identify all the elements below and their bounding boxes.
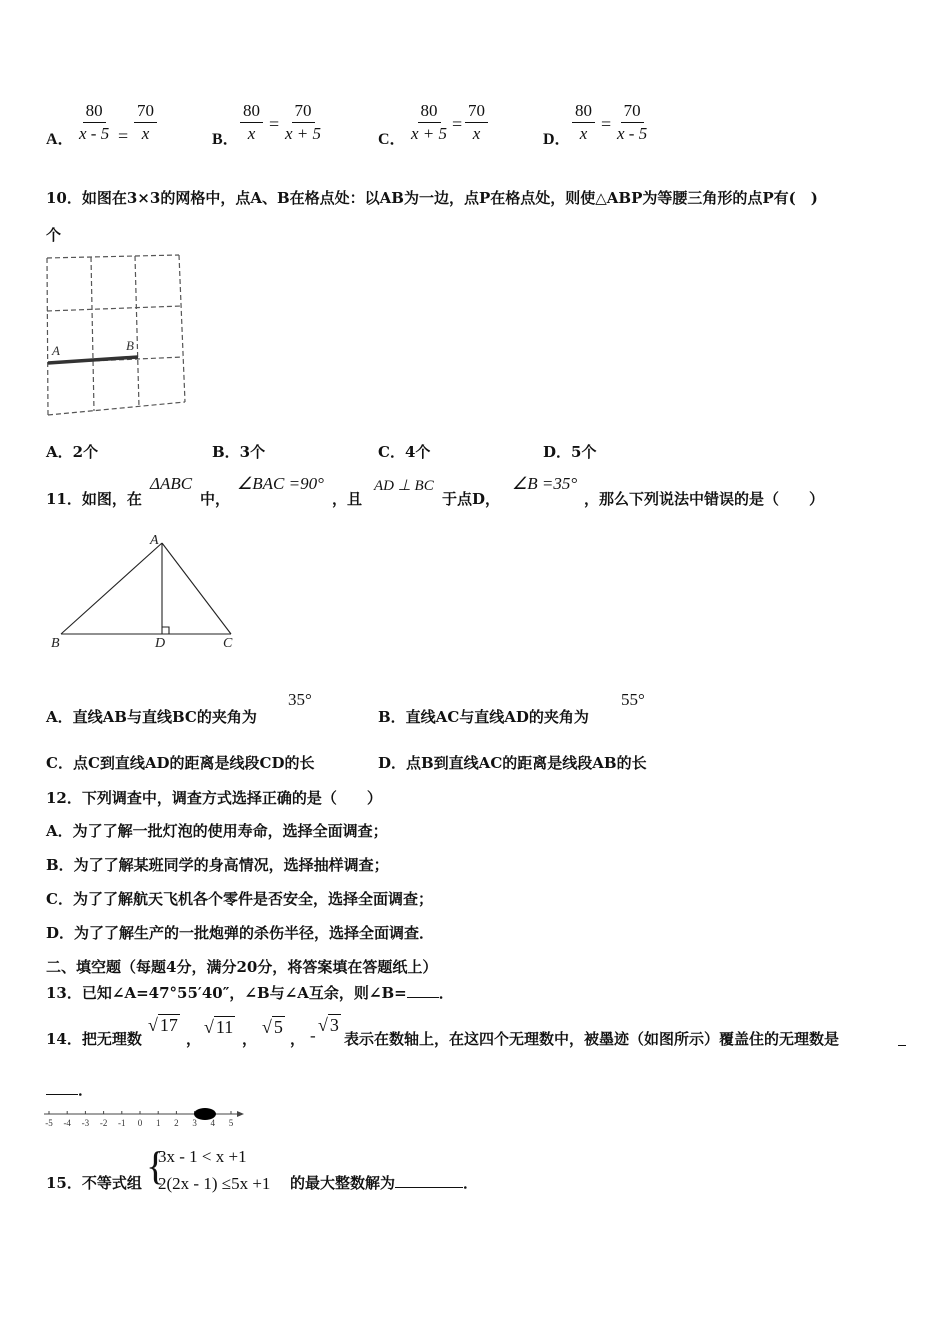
sqrt-3: √ 3: [318, 1015, 339, 1035]
answer-blank-start[interactable]: [898, 1030, 906, 1046]
grid-line: [47, 306, 181, 311]
option-letter: A．: [46, 131, 74, 148]
right-angle-mark: [162, 627, 169, 634]
option-letter: C．: [378, 131, 406, 148]
option-text: B．直线AC与直线AD的夹角为: [378, 708, 589, 726]
q10-option-c: C．4个: [378, 443, 431, 461]
denominator: x: [141, 124, 150, 143]
point-b-label: B: [126, 338, 134, 353]
vertex-b-label: B: [51, 636, 60, 651]
answer-blank[interactable]: [395, 1187, 463, 1188]
denominator: x + 5: [285, 124, 322, 143]
q13-text: 13．已知∠A=47°55′40″，∠B与∠A互余，则∠B=: [46, 984, 407, 1002]
q11-lead: 11．如图，在: [46, 490, 142, 508]
q11-text: 中，: [200, 490, 231, 508]
sqrt-11: √ 11: [204, 1017, 234, 1037]
angle-bac: ∠BAC =90°: [237, 474, 324, 493]
section-title: 二、填空题（每题4分，满分20分，将答案填在答题纸上）: [46, 958, 438, 976]
fraction: [614, 101, 650, 144]
q12-question: 12．下列调查中，调查方式选择正确的是（ ）: [46, 789, 382, 807]
equals-sign: =: [601, 114, 612, 134]
grid-line: [47, 258, 48, 415]
numerator: 80: [240, 101, 263, 123]
axis-tick-label: -3: [81, 1118, 90, 1128]
equals-sign: =: [118, 126, 129, 146]
radicand: 11: [215, 1017, 234, 1037]
q11-option-c: C．点C到直线AD的距离是线段CD的长: [46, 754, 315, 772]
q12-option-b: B．为了了解某班同学的身高情况，选择抽样调查；: [46, 856, 389, 874]
denominator: x + 5: [411, 124, 448, 143]
brace-icon: {: [146, 1143, 166, 1188]
vertex-d-label: D: [155, 636, 166, 651]
q10-option-b: B．3个: [212, 443, 266, 461]
q14-lead: 14．把无理数: [46, 1030, 142, 1048]
grid-line: [47, 255, 179, 258]
q15-end: ．: [463, 1174, 479, 1192]
grid-line: [179, 255, 185, 402]
option-letter: D．: [543, 131, 571, 148]
grid-line: [135, 256, 139, 407]
fraction: [134, 101, 157, 144]
minus-sign: -: [310, 1026, 316, 1045]
side-ac: [162, 543, 231, 634]
q11-option-d: D．点B到直线AC的距离是线段AB的长: [378, 754, 647, 772]
denominator: x: [247, 124, 256, 143]
axis-tick-label: 5: [228, 1118, 234, 1128]
numerator: 70: [465, 101, 488, 123]
q11-text: ，那么下列说法中错误的是（ ）: [584, 490, 825, 508]
radicand: 17: [159, 1015, 178, 1035]
q14-number-line: [40, 1102, 250, 1128]
axis-tick-label: 0: [137, 1118, 143, 1128]
grid-line: [91, 257, 94, 411]
sqrt-5: √ 5: [262, 1017, 283, 1037]
axis-tick-label: -2: [99, 1118, 108, 1128]
axis-tick-label: 1: [155, 1118, 161, 1128]
numerator: 80: [83, 101, 106, 123]
axis-tick-label: 4: [210, 1118, 216, 1128]
fraction: [76, 101, 112, 144]
q12-option-a: A．为了了解一批灯泡的使用寿命，选择全面调查；: [46, 822, 388, 840]
comma: ，: [186, 1030, 202, 1048]
numerator: 70: [621, 101, 644, 123]
denominator: x: [579, 124, 588, 143]
radicand: 5: [273, 1017, 283, 1037]
answer-blank[interactable]: [46, 1078, 78, 1095]
triangle-abc: ΔABC: [150, 474, 193, 493]
q15-tail-wrap: [290, 1172, 478, 1193]
axis-tick-label: -5: [45, 1118, 53, 1128]
q10-question-continued: 个: [46, 226, 62, 244]
q12-option-c: C．为了了解航天飞机各个零件是否安全，选择全面调查；: [46, 890, 433, 908]
answer-blank[interactable]: [407, 997, 439, 998]
radicand: 3: [329, 1015, 339, 1035]
fraction: [240, 101, 263, 144]
vertex-c-label: C: [223, 636, 233, 651]
q14-end: ．: [78, 1081, 94, 1099]
q15-lead: 15．不等式组: [46, 1174, 142, 1192]
q15-text: 的最大整数解为: [290, 1174, 396, 1192]
option-text: A．直线AB与直线BC的夹角为: [46, 708, 257, 726]
ad-perp-bc: AD ⊥ BC: [374, 478, 434, 494]
denominator: x: [472, 124, 481, 143]
axis-tick-label: -1: [118, 1118, 126, 1128]
q10-grid-figure: [44, 250, 189, 418]
q11-triangle-figure: [44, 528, 244, 653]
numerator: 70: [292, 101, 315, 123]
vertex-a-label: A: [150, 533, 159, 548]
option-letter: B．: [212, 131, 239, 148]
equals-sign: =: [452, 114, 463, 134]
equals-sign: =: [269, 114, 280, 134]
point-a-label: A: [52, 343, 60, 358]
q11-text: ，且: [332, 490, 363, 508]
axis-tick-label: 3: [192, 1118, 197, 1128]
q10-question: 10．如图在3×3的网格中，点A、B在格点处：以AB为一边，点P在格点处，则使△ABP为等腰三角形的点P有( ): [46, 189, 818, 207]
fraction: [572, 101, 595, 144]
q11-text: 于点D，: [442, 490, 501, 508]
q13-question: [46, 982, 454, 1003]
ink-blot: [194, 1108, 216, 1120]
numerator: 80: [572, 101, 595, 123]
inequality-2: 2(2x - 1) ≤5x +1: [158, 1174, 271, 1193]
option-value: 35°: [288, 690, 312, 709]
numerator: 80: [418, 101, 441, 123]
inequality-1: 3x - 1 < x +1: [158, 1147, 247, 1166]
q12-option-d: D．为了了解生产的一批炮弹的杀伤半径，选择全面调查．: [46, 924, 435, 942]
q10-option-d: D．5个: [543, 443, 597, 461]
angle-b: ∠B =35°: [512, 474, 578, 493]
q13-tail: ．: [438, 984, 454, 1002]
fraction: [465, 101, 488, 144]
denominator: x - 5: [617, 124, 648, 143]
fraction: [282, 101, 324, 144]
axis-tick-label: -4: [63, 1118, 71, 1128]
grid-line: [48, 402, 185, 415]
axis-arrow-icon: [237, 1111, 244, 1117]
denominator: x - 5: [79, 124, 110, 143]
q14-text: 表示在数轴上，在这四个无理数中，被墨迹（如图所示）覆盖住的无理数是: [344, 1030, 840, 1048]
comma: ，: [242, 1030, 258, 1048]
comma: ，: [290, 1030, 306, 1048]
q10-option-a: A．2个: [46, 443, 99, 461]
side-ab: [61, 543, 162, 634]
axis-tick-label: 2: [174, 1118, 179, 1128]
option-value: 55°: [621, 690, 645, 709]
sqrt-17: √ 17: [148, 1015, 178, 1035]
numerator: 70: [134, 101, 157, 123]
fraction: [408, 101, 450, 144]
